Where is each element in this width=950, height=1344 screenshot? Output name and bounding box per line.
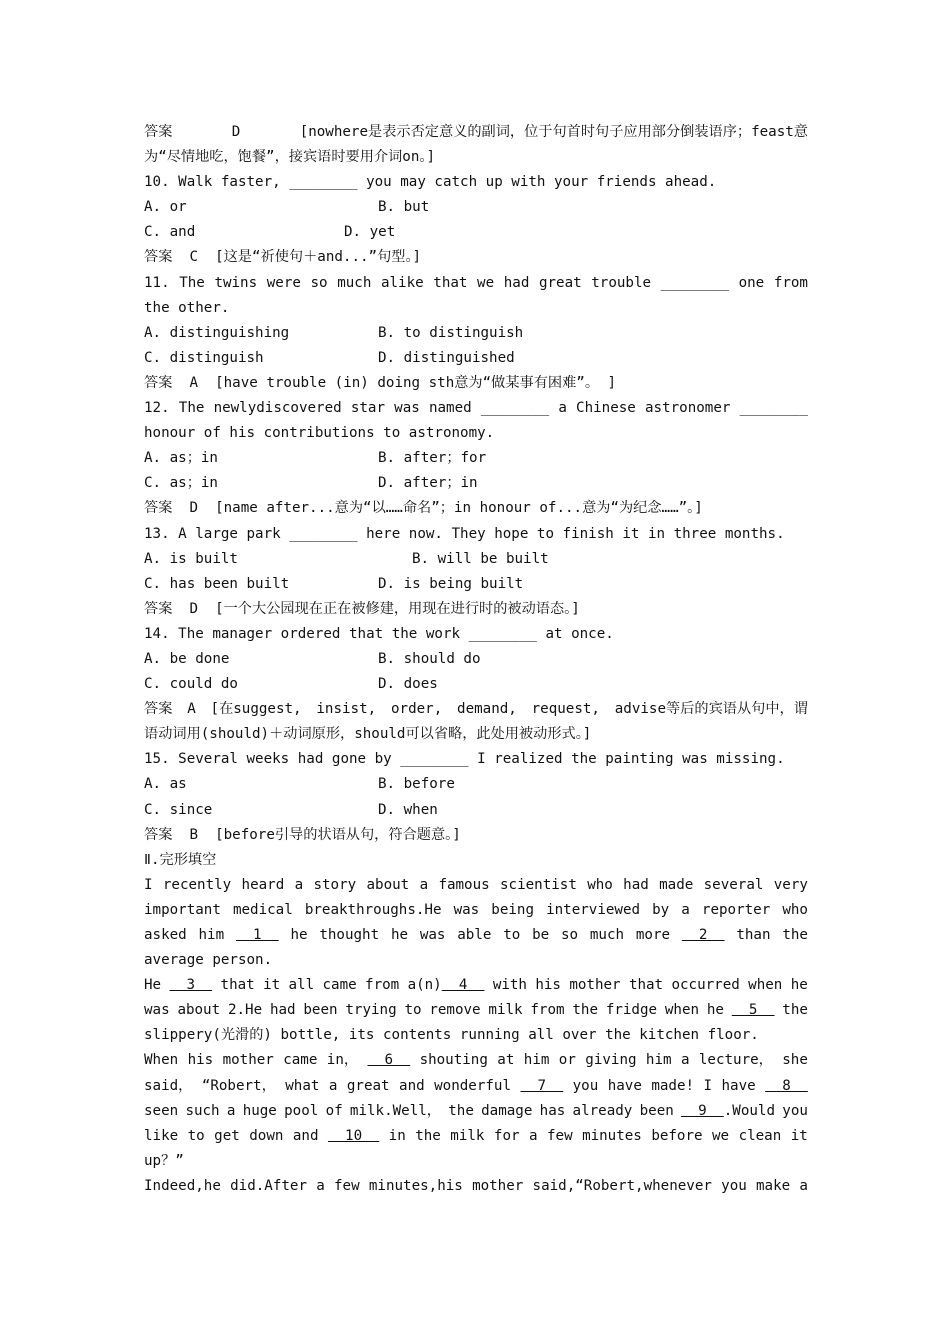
text-line (144, 622, 808, 647)
text-line (144, 722, 808, 747)
word: in， (326, 1052, 359, 1069)
word: a (681, 901, 690, 918)
text-line (144, 321, 808, 346)
word: a (528, 1127, 538, 1144)
option-right: B. after；for (378, 450, 487, 467)
word: newlydiscovered (213, 400, 342, 417)
text-line (144, 647, 808, 672)
word: recently (162, 876, 232, 893)
word: He (144, 977, 162, 994)
word: 11. (144, 274, 170, 291)
word: Indeed,he (144, 1177, 221, 1194)
word: ________ (480, 400, 550, 417)
word: minutes,his (368, 1177, 463, 1194)
word: reporter (701, 901, 771, 918)
text-line (144, 572, 808, 597)
option-right: D. after；in (378, 475, 478, 492)
word: so (561, 927, 579, 943)
line-text: average person. (144, 952, 273, 969)
word: one (738, 274, 765, 291)
word: was (453, 901, 480, 918)
word: who (782, 901, 808, 918)
line-text: 答案 B [before引导的状语从句，符合题意。] (144, 826, 461, 843)
word: came (322, 977, 357, 994)
word: more (635, 927, 671, 943)
line-text: honour of his contributions to astronomy. (144, 425, 495, 442)
word: pool (284, 1102, 319, 1119)
word: or (558, 1052, 576, 1069)
text-line (144, 1074, 808, 1099)
text-line (144, 597, 808, 622)
word: advise等后的宾语从句中，谓 (614, 701, 808, 718)
word: said,“Robert,whenever (532, 1177, 712, 1194)
word: 2.He (227, 1002, 263, 1019)
blank-1: 1 (235, 927, 279, 943)
word: by (652, 901, 670, 918)
word: when (748, 977, 783, 994)
word: he (790, 977, 808, 994)
word: occurred (671, 977, 740, 994)
word: a (226, 1102, 236, 1119)
word: fridge (605, 1002, 658, 1019)
word (732, 998, 775, 1023)
text-line (144, 1048, 808, 1073)
text-line (144, 547, 808, 572)
word: several (703, 876, 764, 893)
word: of (325, 1102, 343, 1119)
word: [nowhere是表示否定意义的副词，位于句首时句子应用部分倒装语序；feast意 (299, 124, 808, 140)
word: a (316, 1177, 325, 1194)
word: 答案 (144, 124, 173, 140)
word: asked (144, 927, 187, 943)
option-left: C. since (144, 801, 213, 818)
word: such (185, 1102, 220, 1119)
text-line (144, 1174, 808, 1199)
line-text: Ⅱ.完形填空 (144, 851, 217, 868)
blank-7: 7 (520, 1077, 564, 1094)
line-text: slippery(光滑的) bottle, its contents running all over the kitchen floor. (144, 1027, 759, 1044)
word: seen (144, 1102, 179, 1119)
word: had (269, 1002, 296, 1019)
word: famous (438, 876, 490, 893)
option-left: A. as (144, 776, 187, 793)
word: you (782, 1102, 808, 1119)
word: astronomer (644, 400, 731, 417)
word: few (546, 1127, 573, 1144)
blank-5: 5 (731, 1002, 775, 1019)
word: about (366, 876, 410, 893)
text-line (144, 1149, 808, 1174)
text-line (144, 672, 808, 697)
option-left: C. as；in (144, 475, 218, 492)
word: from (773, 274, 808, 291)
text-line (144, 396, 808, 421)
word: 12. (144, 400, 170, 417)
text-line (144, 923, 808, 948)
blank-3: 3 (169, 977, 213, 994)
option-right: B. should do (378, 650, 481, 667)
word: already (572, 1102, 633, 1119)
option-left: C. and (144, 224, 196, 241)
word: a(n) 4 (407, 977, 485, 994)
word: lecture， (698, 1052, 773, 1069)
blank-6: 6 (367, 1052, 411, 1069)
word (328, 1124, 379, 1149)
word: and (399, 1077, 425, 1094)
line-text: the other. (144, 299, 230, 316)
word: what (285, 1077, 320, 1094)
word: medical (232, 901, 293, 918)
text-line (144, 848, 808, 873)
word: I (703, 1077, 713, 1094)
word: did.After (230, 1177, 307, 1194)
word: to (404, 1002, 422, 1019)
word: breakthroughs.He (304, 901, 442, 918)
text-line (144, 1099, 808, 1124)
text-line (144, 873, 808, 898)
blank-4: 4 (441, 977, 485, 994)
text-line (144, 245, 808, 270)
text-line (144, 973, 808, 998)
word: so (310, 274, 328, 291)
word: at (497, 1052, 515, 1069)
word: few (334, 1177, 360, 1194)
word: before (651, 1127, 703, 1144)
word: his (535, 977, 561, 994)
option-left: C. could do (144, 676, 238, 693)
option-right: D. is being built (378, 575, 524, 592)
word: thought (319, 927, 380, 943)
document-page (144, 120, 808, 1199)
word: interviewed (546, 901, 641, 918)
word: were (266, 274, 301, 291)
word: been (303, 1002, 338, 1019)
word: came (283, 1052, 318, 1069)
word: milk (488, 1002, 523, 1019)
word: ________ (660, 274, 729, 291)
word: made! (651, 1077, 695, 1094)
text-line (144, 522, 808, 547)
line-text: 10. Walk faster, ________ you may catch up with your friends ahead. (144, 174, 717, 191)
word: to (503, 927, 521, 943)
word: he (706, 1002, 724, 1019)
word: very (773, 876, 808, 893)
option-left: A. or (144, 199, 187, 216)
text-line (144, 421, 808, 446)
word: a (294, 876, 304, 893)
word: all (288, 977, 315, 994)
text-line (144, 120, 808, 145)
word: shouting (419, 1052, 488, 1069)
word: a (680, 1052, 690, 1069)
word: you (721, 1177, 747, 1194)
word: mother (472, 1177, 524, 1194)
option-right: B. before (378, 776, 455, 793)
line-text: 答案 C [这是“祈使句＋and...”句型。] (144, 249, 422, 266)
word: Chinese (576, 400, 636, 417)
word: in (388, 1127, 406, 1144)
word: we (477, 274, 495, 291)
word: than (736, 927, 771, 943)
text-line (144, 898, 808, 923)
word: The (178, 400, 205, 417)
word: milk.Well， (349, 1102, 441, 1119)
word: from (530, 1002, 565, 1019)
word: star (350, 400, 386, 417)
line-text: 15. Several weeks had gone by ________ I realized the painting was missing. (144, 751, 785, 768)
line-text: up？” (144, 1152, 184, 1169)
word: had (623, 876, 649, 893)
word: “Robert， (201, 1077, 276, 1094)
word: 答案 (144, 701, 173, 718)
word: have (607, 1077, 642, 1094)
text-line (144, 145, 808, 170)
text-line (144, 170, 808, 195)
word: his (187, 1052, 214, 1069)
blank-10: 10 (327, 1127, 380, 1144)
option-right: D. when (378, 801, 438, 818)
word: be (532, 927, 550, 943)
line-text: 答案 A [have trouble (in) doing sth意为“做某事有困难”。 ] (144, 374, 617, 391)
word: milk (450, 1127, 485, 1144)
word: made (659, 876, 694, 893)
word: that (628, 977, 664, 994)
word: with (492, 977, 527, 994)
text-line (144, 346, 808, 371)
option-right: B. to distinguish (378, 324, 524, 341)
word: that (433, 274, 468, 291)
word: has (539, 1102, 566, 1119)
option-right: B. but (378, 199, 430, 216)
line-text: 语动词用(should)＋动词原形，should可以省略，此处用被动形式。] (144, 726, 592, 743)
option-left: A. is built (144, 550, 238, 567)
word: it (263, 977, 281, 994)
option-right: B. will be built (412, 550, 549, 567)
word: was (394, 400, 420, 417)
word: about (177, 1002, 221, 1019)
word: was (144, 1002, 170, 1019)
word: the (415, 1127, 441, 1144)
word: for (493, 1127, 520, 1144)
word: a (558, 400, 567, 417)
word: had (503, 274, 530, 291)
word: and (292, 1127, 319, 1144)
word: great (538, 274, 582, 291)
word: clean (738, 1127, 782, 1144)
word (169, 973, 212, 998)
text-line (144, 1124, 808, 1149)
word: the (572, 1002, 598, 1019)
text-line (144, 195, 808, 220)
word: he (390, 927, 409, 943)
option-left: A. as；in (144, 450, 218, 467)
word: huge (242, 1102, 277, 1119)
word: mother (569, 977, 621, 994)
text-line (144, 948, 808, 973)
text-line (144, 371, 808, 396)
text-line (144, 1023, 808, 1048)
word: 9 .Would (681, 1102, 776, 1119)
word: remove (429, 1002, 481, 1019)
word: the (782, 1002, 808, 1019)
line-text: 13. A large park ________ here now. They hope to finish it in three months. (144, 525, 785, 542)
word: heard (241, 876, 285, 893)
word: when (664, 1002, 700, 1019)
word: a (799, 1177, 808, 1194)
word: alike (380, 274, 424, 291)
text-line (144, 747, 808, 772)
text-line (144, 998, 808, 1023)
blank-2: 2 (681, 927, 725, 943)
line-text: 答案 D [name after...意为“以……命名”；in honour of...意为“为纪念……”。] (144, 500, 703, 517)
word: him (645, 1052, 672, 1069)
word: was (419, 927, 446, 943)
word: to (187, 1127, 205, 1144)
word: who (587, 876, 613, 893)
text-line (144, 798, 808, 823)
option-left: A. be done (144, 650, 230, 667)
word: make (756, 1177, 791, 1194)
word: mother (222, 1052, 274, 1069)
word: giving (585, 1052, 637, 1069)
word: A (187, 701, 196, 718)
word: much (337, 274, 372, 291)
word: When (144, 1052, 179, 1069)
word: damage (481, 1102, 533, 1119)
word: you (572, 1077, 599, 1094)
word: a (328, 1077, 338, 1094)
option-right: D. does (378, 676, 438, 693)
word: request, (531, 701, 600, 718)
word (367, 1048, 410, 1073)
word: from (365, 977, 400, 994)
text-line (144, 296, 808, 321)
word: [在suggest, (210, 701, 302, 718)
word (236, 923, 279, 948)
word: him (198, 927, 225, 943)
word: I (144, 876, 153, 893)
word: much (589, 927, 625, 943)
option-left: C. has been built (144, 575, 290, 592)
word: insist, (316, 701, 377, 718)
option-right: D. distinguished (378, 349, 515, 366)
word: it (790, 1127, 808, 1144)
word: great (346, 1077, 390, 1094)
option-left: C. distinguish (144, 349, 264, 366)
text-line (144, 446, 808, 471)
word: story (313, 876, 357, 893)
word: twins (214, 274, 258, 291)
word: she (782, 1052, 808, 1069)
line-text: 为“尽情地吃，饱餐”，接宾语时要用介词on。] (144, 149, 435, 166)
word (682, 923, 725, 948)
word: trouble (591, 274, 652, 291)
word: that (220, 977, 255, 994)
word: demand, (457, 701, 517, 718)
text-line (144, 823, 808, 848)
text-line (144, 471, 808, 496)
word: been (639, 1102, 674, 1119)
word: ________ (739, 400, 808, 417)
word: The (179, 274, 205, 291)
word: have (721, 1077, 756, 1094)
option-left: A. distinguishing (144, 324, 290, 341)
line-text: 答案 D [一个大公园现在正在被修建，用现在进行时的被动语态。] (144, 600, 580, 617)
word: able (457, 927, 492, 943)
word: D (231, 124, 241, 140)
word: important (144, 901, 221, 918)
word: he (290, 927, 308, 943)
word: the (448, 1102, 474, 1119)
word: wonderful (434, 1077, 511, 1094)
line-text: 14. The manager ordered that the work ________ at once. (144, 625, 614, 642)
word: named (428, 400, 472, 417)
word: get (214, 1127, 240, 1144)
word: like (144, 1127, 179, 1144)
blank-8: 8 (765, 1077, 808, 1094)
word: we (712, 1127, 730, 1144)
word (765, 1074, 808, 1099)
text-line (144, 271, 808, 296)
word: being (491, 901, 534, 918)
text-line (144, 496, 808, 521)
word: the (782, 927, 808, 943)
option-right: D. yet (344, 224, 396, 241)
word: him (523, 1052, 550, 1069)
word: minutes (582, 1127, 642, 1144)
word: a (419, 876, 429, 893)
word: trying (345, 1002, 397, 1019)
text-line (144, 220, 808, 245)
word (520, 1074, 563, 1099)
word: down (249, 1127, 284, 1144)
word: order, (390, 701, 443, 718)
text-line (144, 697, 808, 722)
blank-9: 9 (681, 1102, 724, 1119)
word: said， (144, 1077, 193, 1094)
text-line (144, 772, 808, 797)
word: scientist (500, 876, 577, 893)
